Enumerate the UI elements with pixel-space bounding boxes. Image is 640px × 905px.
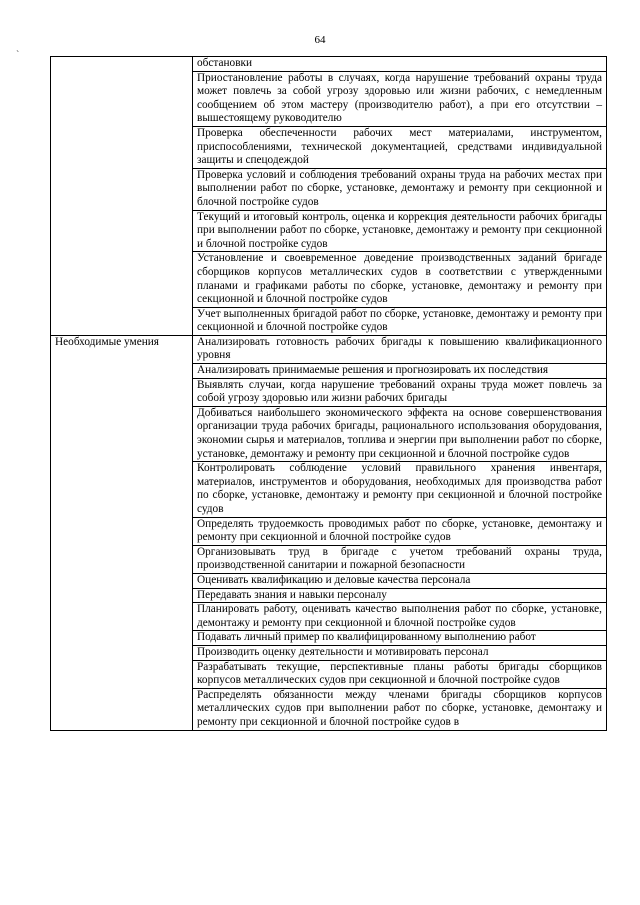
action-cell: Приостановление работы в случаях, когда нарушение требований охраны труда может повлечь за собой угрозу здоровью или жизни рабочих, с немедленным сообщением об этом мастеру (производителю работ), а при его отсутствии – вышестоящему руководителю [193,71,607,126]
table-row [51,57,607,72]
skill-cell: Организовывать труд в бригаде с учетом требований охраны труда, производственной санитарии и пожарной безопасности [193,545,607,573]
skill-cell: Определять трудоемкость проводимых работ по сборке, установке, демонтажу и ремонту при секционной и блочной постройке судов [193,517,607,545]
action-cell: обстановки [193,57,607,72]
label-cell-empty [51,57,193,336]
skill-cell: Подавать личный пример по квалифицированному выполнению работ [193,631,607,646]
skill-cell: Передавать знания и навыки персоналу [193,588,607,603]
skill-cell: Разрабатывать текущие, перспективные планы работы бригады сборщиков корпусов металлических судов при секционной и блочной постройке судов [193,660,607,688]
skill-cell: Производить оценку деятельности и мотивировать персонал [193,645,607,660]
skills-label: Необходимые умения [51,335,193,730]
skill-cell: Анализировать принимаемые решения и прогнозировать их последствия [193,364,607,379]
action-cell: Учет выполненных бригадой работ по сборке, установке, демонтажу и ремонту при секционной и блочной постройке судов [193,307,607,335]
skill-cell: Планировать работу, оценивать качество выполнения работ по сборке, установке, демонтажу и ремонту при секционной и блочной постройке судов [193,603,607,631]
skill-cell: Контролировать соблюдение условий правильного хранения инвентаря, материалов, инструментов и оборудования, необходимых для производства работ по сборке, установке, демонтажу и ремонту при секционной и блочной постройке судов [193,462,607,517]
margin-mark: ` [16,50,20,61]
action-cell: Проверка условий и соблюдения требований охраны труда на рабочих местах при выполнении работ по сборке, установке, демонтажу и ремонту при секционной и блочной постройке судов [193,168,607,210]
action-cell: Установление и своевременное доведение производственных заданий бригаде сборщиков корпусов металлических судов в соответствии с утвержденными планами и графиками работы по сборке, установке, демонтажу и ремонту при секционной и блочной постройке судов [193,252,607,307]
action-cell: Проверка обеспеченности рабочих мест материалами, инструментом, приспособлениями, технической документацией, средствами индивидуальной защиты и спецодеждой [193,126,607,168]
action-cell: Текущий и итоговый контроль, оценка и коррекция деятельности рабочих бригады при выполнении работ по сборке, установке, демонтажу и ремонту при секционной и блочной постройке судов [193,210,607,252]
skill-cell: Выявлять случаи, когда нарушение требований охраны труда может повлечь за собой угрозу здоровью или жизни рабочих бригады [193,378,607,406]
requirements-table [50,56,607,731]
table-row [51,335,607,363]
skill-cell: Добиваться наибольшего экономического эффекта на основе совершенствования организации труда рабочих бригады, рационального использования оборудования, экономии сырья и материалов, топлива и энергии при выполнении работ по сборке, установке, демонтажу и ремонту при секционной и блочной постройке судов [193,406,607,461]
skill-cell: Распределять обязанности между членами бригады сборщиков корпусов металлических судов при выполнении работ по сборке, установке, демонтажу и ремонту при секционной и блочной постройке судов в [193,688,607,730]
skill-cell: Оценивать квалификацию и деловые качества персонала [193,573,607,588]
skill-cell: Анализировать готовность рабочих бригады к повышению квалификационного уровня [193,335,607,363]
page-number: 64 [314,34,326,46]
